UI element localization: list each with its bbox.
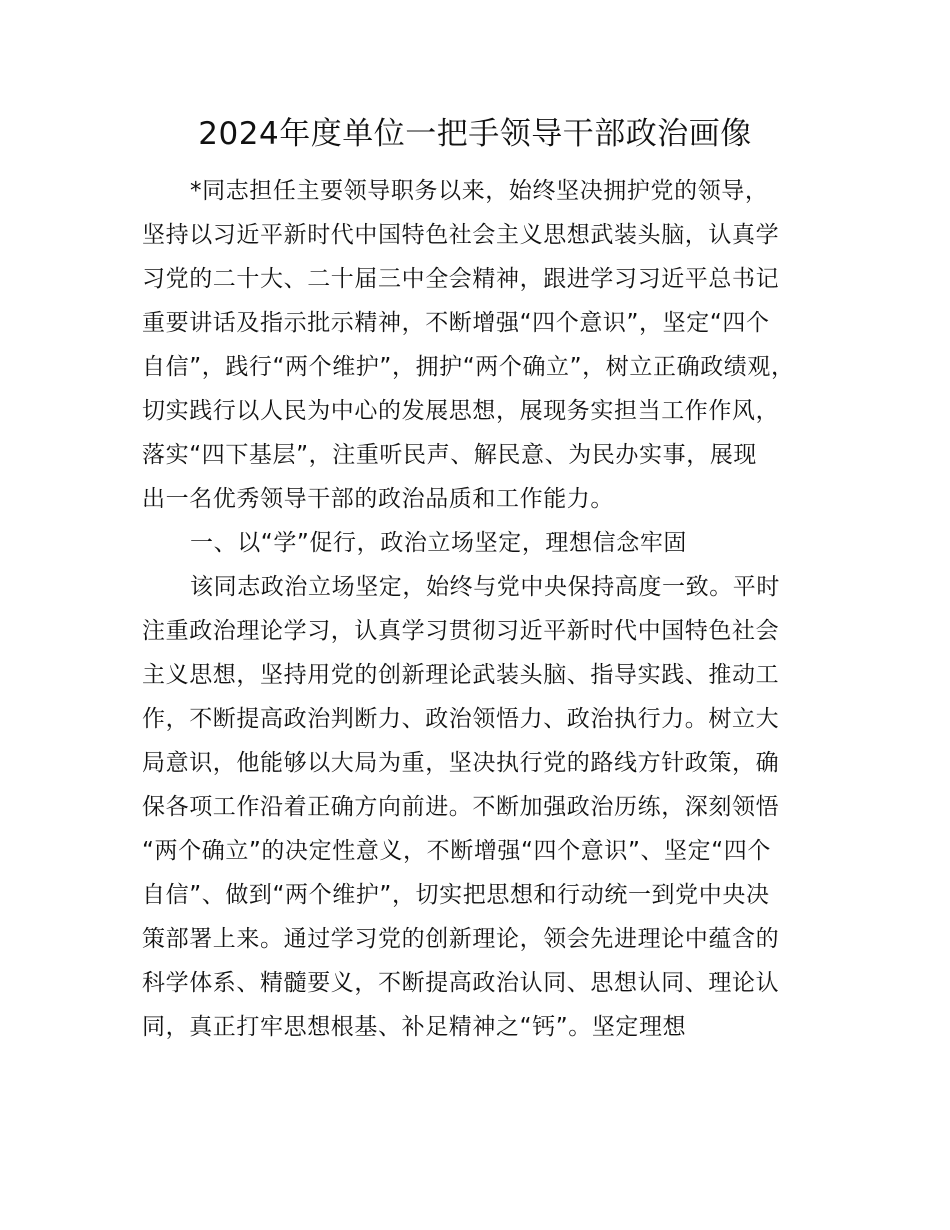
section1-line-5: 局意识，他能够以大局为重，坚决执行党的路线方针政策，确 xyxy=(142,750,780,776)
section1-line-3: 主义思想，坚持用党的创新理论武装头脑、指导实践、推动工 xyxy=(142,662,780,688)
section1-line-10: 科学体系、精髓要义，不断提高政治认同、思想认同、理论认 xyxy=(142,970,780,996)
intro-line-1: *同志担任主要领导职务以来，始终坚决拥护党的领导， xyxy=(190,178,769,204)
intro-line-3: 习党的二十大、二十届三中全会精神，跟进学习习近平总书记 xyxy=(142,266,780,292)
section1-line-9: 策部署上来。通过学习党的创新理论，领会先进理论中蕴含的 xyxy=(142,926,780,952)
document-body xyxy=(142,169,832,1049)
intro-line-8: 出一名优秀领导干部的政治品质和工作能力。 xyxy=(142,486,614,512)
section1-line-4: 作，不断提高政治判断力、政治领悟力、政治执行力。树立大 xyxy=(142,706,780,732)
intro-line-6: 切实践行以人民为中心的发展思想，展现务实担当工作作风， xyxy=(142,398,780,424)
intro-line-2: 坚持以习近平新时代中国特色社会主义思想武装头脑，认真学 xyxy=(142,222,780,248)
section1-line-6: 保各项工作沿着正确方向前进。不断加强政治历练，深刻领悟 xyxy=(142,794,780,820)
section1-line-1: 该同志政治立场坚定，始终与党中央保持高度一致。平时 xyxy=(190,574,780,600)
intro-line-7: 落实“四下基层”，注重听民声、解民意、为民办实事，展现 xyxy=(142,442,758,468)
section1-heading: 一、以“学”促行，政治立场坚定，理想信念牢固 xyxy=(190,530,688,556)
document-title: 2024年度单位一把手领导干部政治画像 xyxy=(198,116,752,152)
section1-line-8: 自信”、做到“两个维护”，切实把思想和行动统一到党中央决 xyxy=(142,882,770,908)
intro-line-5: 自信”，践行“两个维护”，拥护“两个确立”，树立正确政绩观， xyxy=(142,354,795,380)
section1-line-2: 注重政治理论学习，认真学习贯彻习近平新时代中国特色社会 xyxy=(142,618,780,644)
intro-line-4: 重要讲话及指示批示精神，不断增强“四个意识”，坚定“四个 xyxy=(142,310,770,336)
section1-line-11: 同，真正打牢思想根基、补足精神之“钙”。坚定理想 xyxy=(142,1014,687,1040)
section1-line-7: “两个确立”的决定性意义，不断增强“四个意识”、坚定“四个 xyxy=(142,838,771,864)
